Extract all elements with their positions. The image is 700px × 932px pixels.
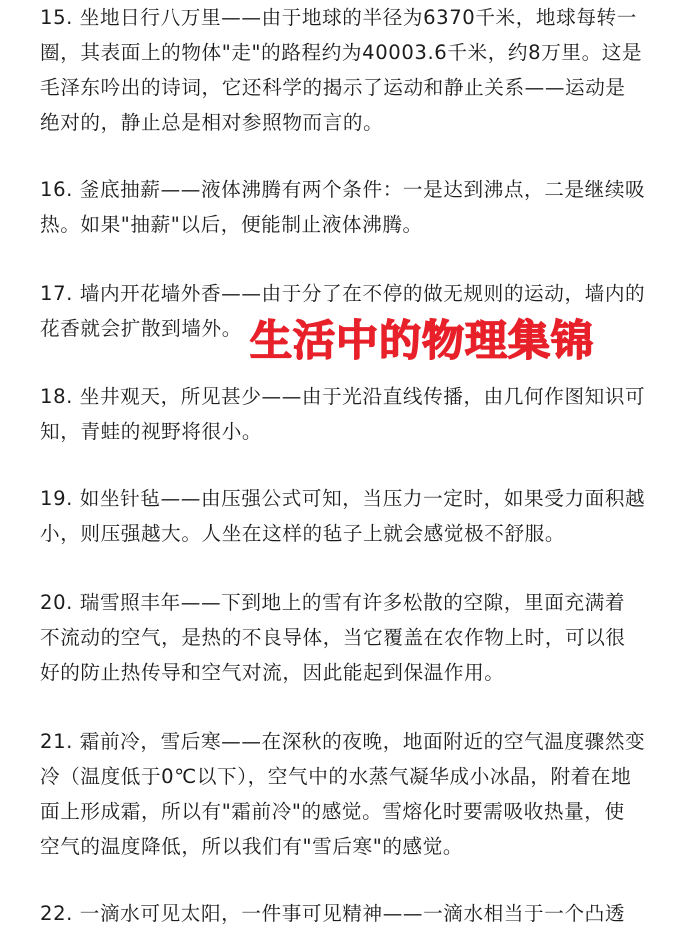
entry-20-line-2: 不流动的空气，是热的不良导体，当它覆盖在农作物上时，可以很 [40,626,626,649]
entry-17-line-2: 花香就会扩散到墙外。 [40,317,242,340]
entry-21-line-4: 空气的温度降低，所以我们有"雪后寒"的感觉。 [40,835,464,858]
overlay-title: 生活中的物理集锦 [250,316,595,365]
entry-19 [40,481,662,551]
entry-15 [40,0,662,140]
entry-22-line-1: 22. 一滴水可见太阳，一件事可见精神——一滴水相当于一个凸透 [40,902,626,925]
entry-20 [40,585,662,690]
entry-17-line-1: 17. 墙内开花墙外香——由于分了在不停的做无规则的运动，墙内的 [40,282,646,305]
entry-15-line-4: 绝对的，静止总是相对参照物而言的。 [40,111,384,134]
entry-20-line-3: 好的防止热传导和空气对流，因此能起到保温作用。 [40,661,505,684]
entry-21 [40,724,662,864]
entry-21-line-2: 冷（温度低于0℃以下），空气中的水蒸气凝华成小冰晶，附着在地 [40,765,632,788]
entry-15-line-1: 15. 坐地日行八万里——由于地球的半径为6370千米，地球每转一 [40,6,637,29]
entry-22 [40,896,662,931]
entry-18-line-2: 知，青蛙的视野将很小。 [40,420,263,443]
entry-16 [40,172,662,242]
entry-19-line-1: 19. 如坐针毡——由压强公式可知，当压力一定时，如果受力面积越 [40,487,646,510]
entry-16-line-2: 热。如果"抽薪"以后，便能制止液体沸腾。 [40,213,423,236]
entry-18-line-1: 18. 坐井观天，所见甚少——由于光沿直线传播，由几何作图知识可 [40,385,646,408]
entry-15-line-2: 圈，其表面上的物体"走"的路程约为40003.6千米，约8万里。这是 [40,41,643,64]
entry-16-line-1: 16. 釜底抽薪——液体沸腾有两个条件：一是达到沸点，二是继续吸 [40,178,646,201]
entry-15-line-3: 毛泽东吟出的诗词，它还科学的揭示了运动和静止关系——运动是 [40,76,626,99]
entry-19-line-2: 小，则压强越大。人坐在这样的毡子上就会感觉极不舒服。 [40,522,566,545]
entry-18 [40,379,662,449]
entry-20-line-1: 20. 瑞雪照丰年——下到地上的雪有许多松散的空隙，里面充满着 [40,591,626,614]
entry-21-line-3: 面上形成霜，所以有"霜前冷"的感觉。雪熔化时要需吸收热量，使 [40,800,625,823]
entry-21-line-1: 21. 霜前冷，雪后寒——在深秋的夜晚，地面附近的空气温度骤然变 [40,730,646,753]
